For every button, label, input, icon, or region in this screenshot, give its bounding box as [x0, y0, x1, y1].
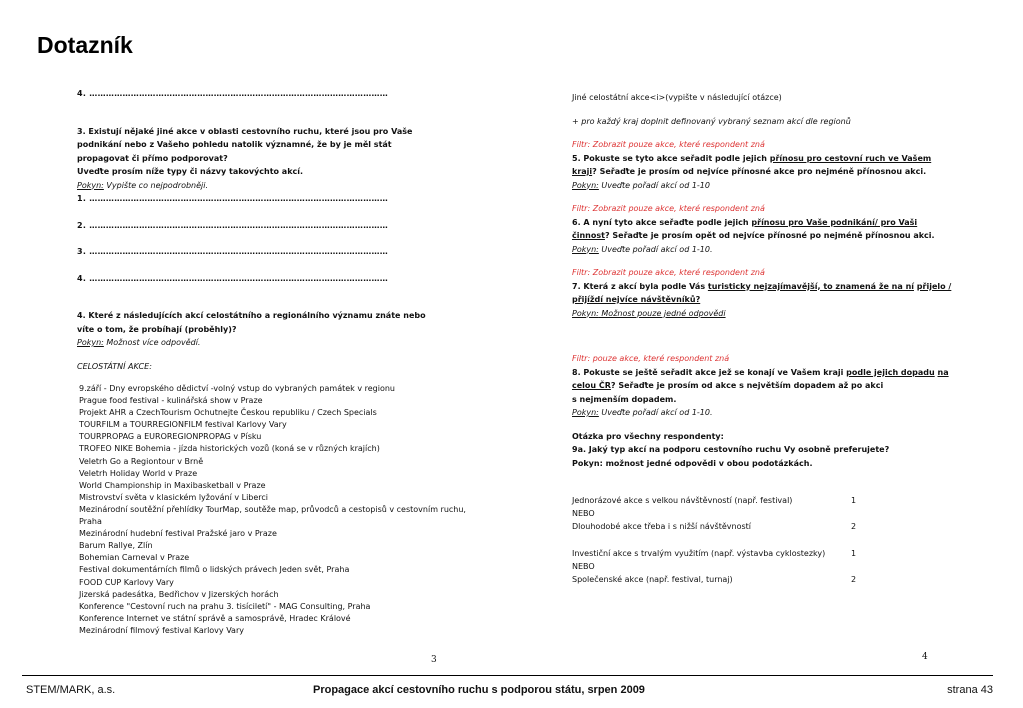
- pokyn-text: Vypište co nejpodrobněji.: [103, 180, 209, 190]
- q3-line1: 3. Existují nějaké jiné akce v oblasti cestovního ruchu, které jsou pro Vaše: [77, 126, 413, 136]
- list-item: Barum Rallye, Zlín: [79, 541, 153, 551]
- list-item: Mezinárodní hudební festival Pražské jaro v Praze: [79, 529, 277, 539]
- q5: 5. Pokuste se tyto akce seřadit podle jejich přínosu pro cestovní ruch ve Vašem kraji? Seřaďte je prosím od nejvíce přínosné akce pro nejméně přínosnou akci.: [572, 153, 932, 176]
- questionnaire-page-4: [572, 91, 952, 586]
- q7-pokyn: Pokyn: Možnost pouze jedné odpovědi: [572, 308, 726, 318]
- list-item: Mistrovství světa v klasickém lyžování v Liberci: [79, 492, 269, 502]
- q4-line1: 4. Které z následujících akcí celostátního a regionálního významu znáte nebo: [77, 311, 426, 320]
- q6: 6. A nyní tyto akce seřaďte podle jejich přínosu pro Vaše podnikání/ pro Vaši činnost? Seřaďte je prosím opět od nejvíce přínosné po nejméně přínosnou akci.: [572, 217, 935, 240]
- q4-pokyn: [77, 336, 477, 350]
- list-item: Veletrh Holiday World v Praze: [79, 468, 198, 478]
- list-item: Konference Internet ve státní správě a samosprávě, Hradec Králové: [79, 613, 351, 623]
- list-item: TROFEO NIKE Bohemia - jízda historických vozů (koná se v různých krajích): [79, 444, 380, 454]
- option-row: NEBO: [572, 509, 595, 518]
- pokyn-label: Pokyn:: [77, 338, 104, 347]
- page-number-4: 4: [922, 652, 928, 662]
- otazka-all: Otázka pro všechny respondenty:: [572, 431, 724, 441]
- pokyn-text: Možnost více odpovědí.: [103, 338, 201, 347]
- q8-cont: s nejmenším dopadem.: [572, 394, 677, 404]
- footer-divider: [22, 675, 993, 676]
- list-item: FOOD CUP Karlovy Vary: [79, 577, 174, 587]
- footer-title: Propagace akcí cestovního ruchu s podporou státu, srpen 2009: [313, 684, 645, 696]
- pokyn-label: Pokyn:: [77, 180, 104, 190]
- q3-line3: propagovat či přímo podporovat?: [77, 153, 228, 163]
- filter-5: Filtr: Zobrazit pouze akce, které respondent zná: [572, 140, 765, 149]
- option-row: Jednorázové akce s velkou návštěvností (např. festival) 1: [572, 496, 857, 505]
- filter-8: Filtr: pouze akce, které respondent zná: [572, 354, 730, 363]
- q3-line2: podnikání nebo z Vašeho pohledu natolik významné, že by je měl stát: [77, 140, 392, 149]
- list-item: Konference "Cestovní ruch na prahu 3. tisíciletí" - MAG Consulting, Praha: [79, 601, 371, 611]
- option-row: NEBO: [572, 562, 595, 571]
- list-item: Prague food festival - kulinářská show v Praze: [79, 396, 263, 406]
- option-row: Společenské akce (např. festival, turnaj) 2: [572, 575, 857, 584]
- list-item: Bohemian Carneval v Praze: [79, 553, 190, 563]
- footer-page: strana 43: [947, 684, 993, 696]
- option-row: Dlouhodobé akce třeba i s nižší návštěvností 2: [572, 522, 857, 531]
- blank-line-4: 4. ………………………………………………………………………………………………: [77, 273, 389, 283]
- list-item: Mezinárodní filmový festival Karlovy Vary: [79, 625, 244, 635]
- list-item: 9.září - Dny evropského dědictví -volný vstup do vybraných památek v regionu: [79, 384, 395, 393]
- q3-pokyn: [77, 179, 477, 193]
- q6-pokyn: Pokyn: Uveďte pořadí akcí od 1-10.: [572, 244, 713, 254]
- list-item: Veletrh Go a Regiontour v Brně: [79, 456, 204, 466]
- celostatni-label: CELOSTÁTNÍ AKCE:: [77, 361, 152, 371]
- option-row: Investiční akce s trvalým využitím (např. výstavba cyklostezky) 1: [572, 549, 857, 558]
- q3-line4: Uveďte prosím níže typy či názvy takovýchto akcí.: [77, 167, 304, 176]
- list-item: Jizerská padesátka, Bedřichov v Jizerských horách: [79, 589, 279, 599]
- footer-company: STEM/MARK, a.s.: [26, 684, 116, 696]
- q5-pokyn: Pokyn: Uveďte pořadí akcí od 1-10: [572, 180, 710, 190]
- pro-kazdy-kraj: + pro každý kraj doplnit definovaný vybraný seznam akcí dle regionů: [572, 116, 851, 126]
- q9a: 9a. Jaký typ akcí na podporu cestovního ruchu Vy osobně preferujete?: [572, 445, 890, 454]
- q4-line2: víte o tom, že probíhají (proběhly)?: [77, 324, 237, 334]
- filter-6: Filtr: Zobrazit pouze akce, které respondent zná: [572, 204, 765, 213]
- page-number-3: 3: [431, 655, 437, 665]
- page-title: Dotazník: [37, 32, 133, 58]
- q9a-pokyn: Pokyn: možnost jedné odpovědi v obou podotázkách.: [572, 458, 813, 468]
- q4-top-line: 4. ………………………………………………………………………………………………: [77, 89, 389, 98]
- list-item: Projekt AHR a CzechTourism Ochutnejte Českou republiku / Czech Specials: [79, 408, 377, 418]
- list-item: TOURFILM a TOURREGIONFILM festival Karlovy Vary: [79, 420, 287, 430]
- jine-akce: Jiné celostátní akce<i>(vypište v následující otázce): [572, 93, 782, 102]
- blank-line-1: 1. ………………………………………………………………………………………………: [77, 194, 389, 203]
- list-item: Festival dokumentárních filmů o lidských právech Jeden svět, Praha: [79, 565, 350, 575]
- q8: 8. Pokuste se ještě seřadit akce jež se konají ve Vašem kraji podle jejich dopadu na celou ČR? Seřaďte je prosím od akce s největším dopadem až po akci: [572, 367, 949, 390]
- filter-7: Filtr: Zobrazit pouze akce, které respondent zná: [572, 268, 765, 277]
- q8-pokyn: Pokyn: Uveďte pořadí akcí od 1-10.: [572, 408, 713, 417]
- blank-line-3: 3. ………………………………………………………………………………………………: [77, 247, 389, 256]
- list-item: World Championship in Maxibasketball v Praze: [79, 480, 266, 490]
- event-list: [79, 383, 474, 637]
- blank-line-2: 2. ………………………………………………………………………………………………: [77, 220, 389, 230]
- list-item: TOURPROPAG a EUROREGIONPROPAG v Písku: [79, 432, 262, 442]
- q7: 7. Která z akcí byla podle Vás turisticky nejzajímavější, to znamená že na ní přijelo / přijíždí nejvíce návštěvníků?: [572, 281, 952, 304]
- list-item: Mezinárodní soutěžní přehlídky TourMap, soutěže map, průvodců a cestopisů v cestovním ruchu, Praha: [79, 504, 466, 527]
- questionnaire-page-3: [77, 87, 477, 637]
